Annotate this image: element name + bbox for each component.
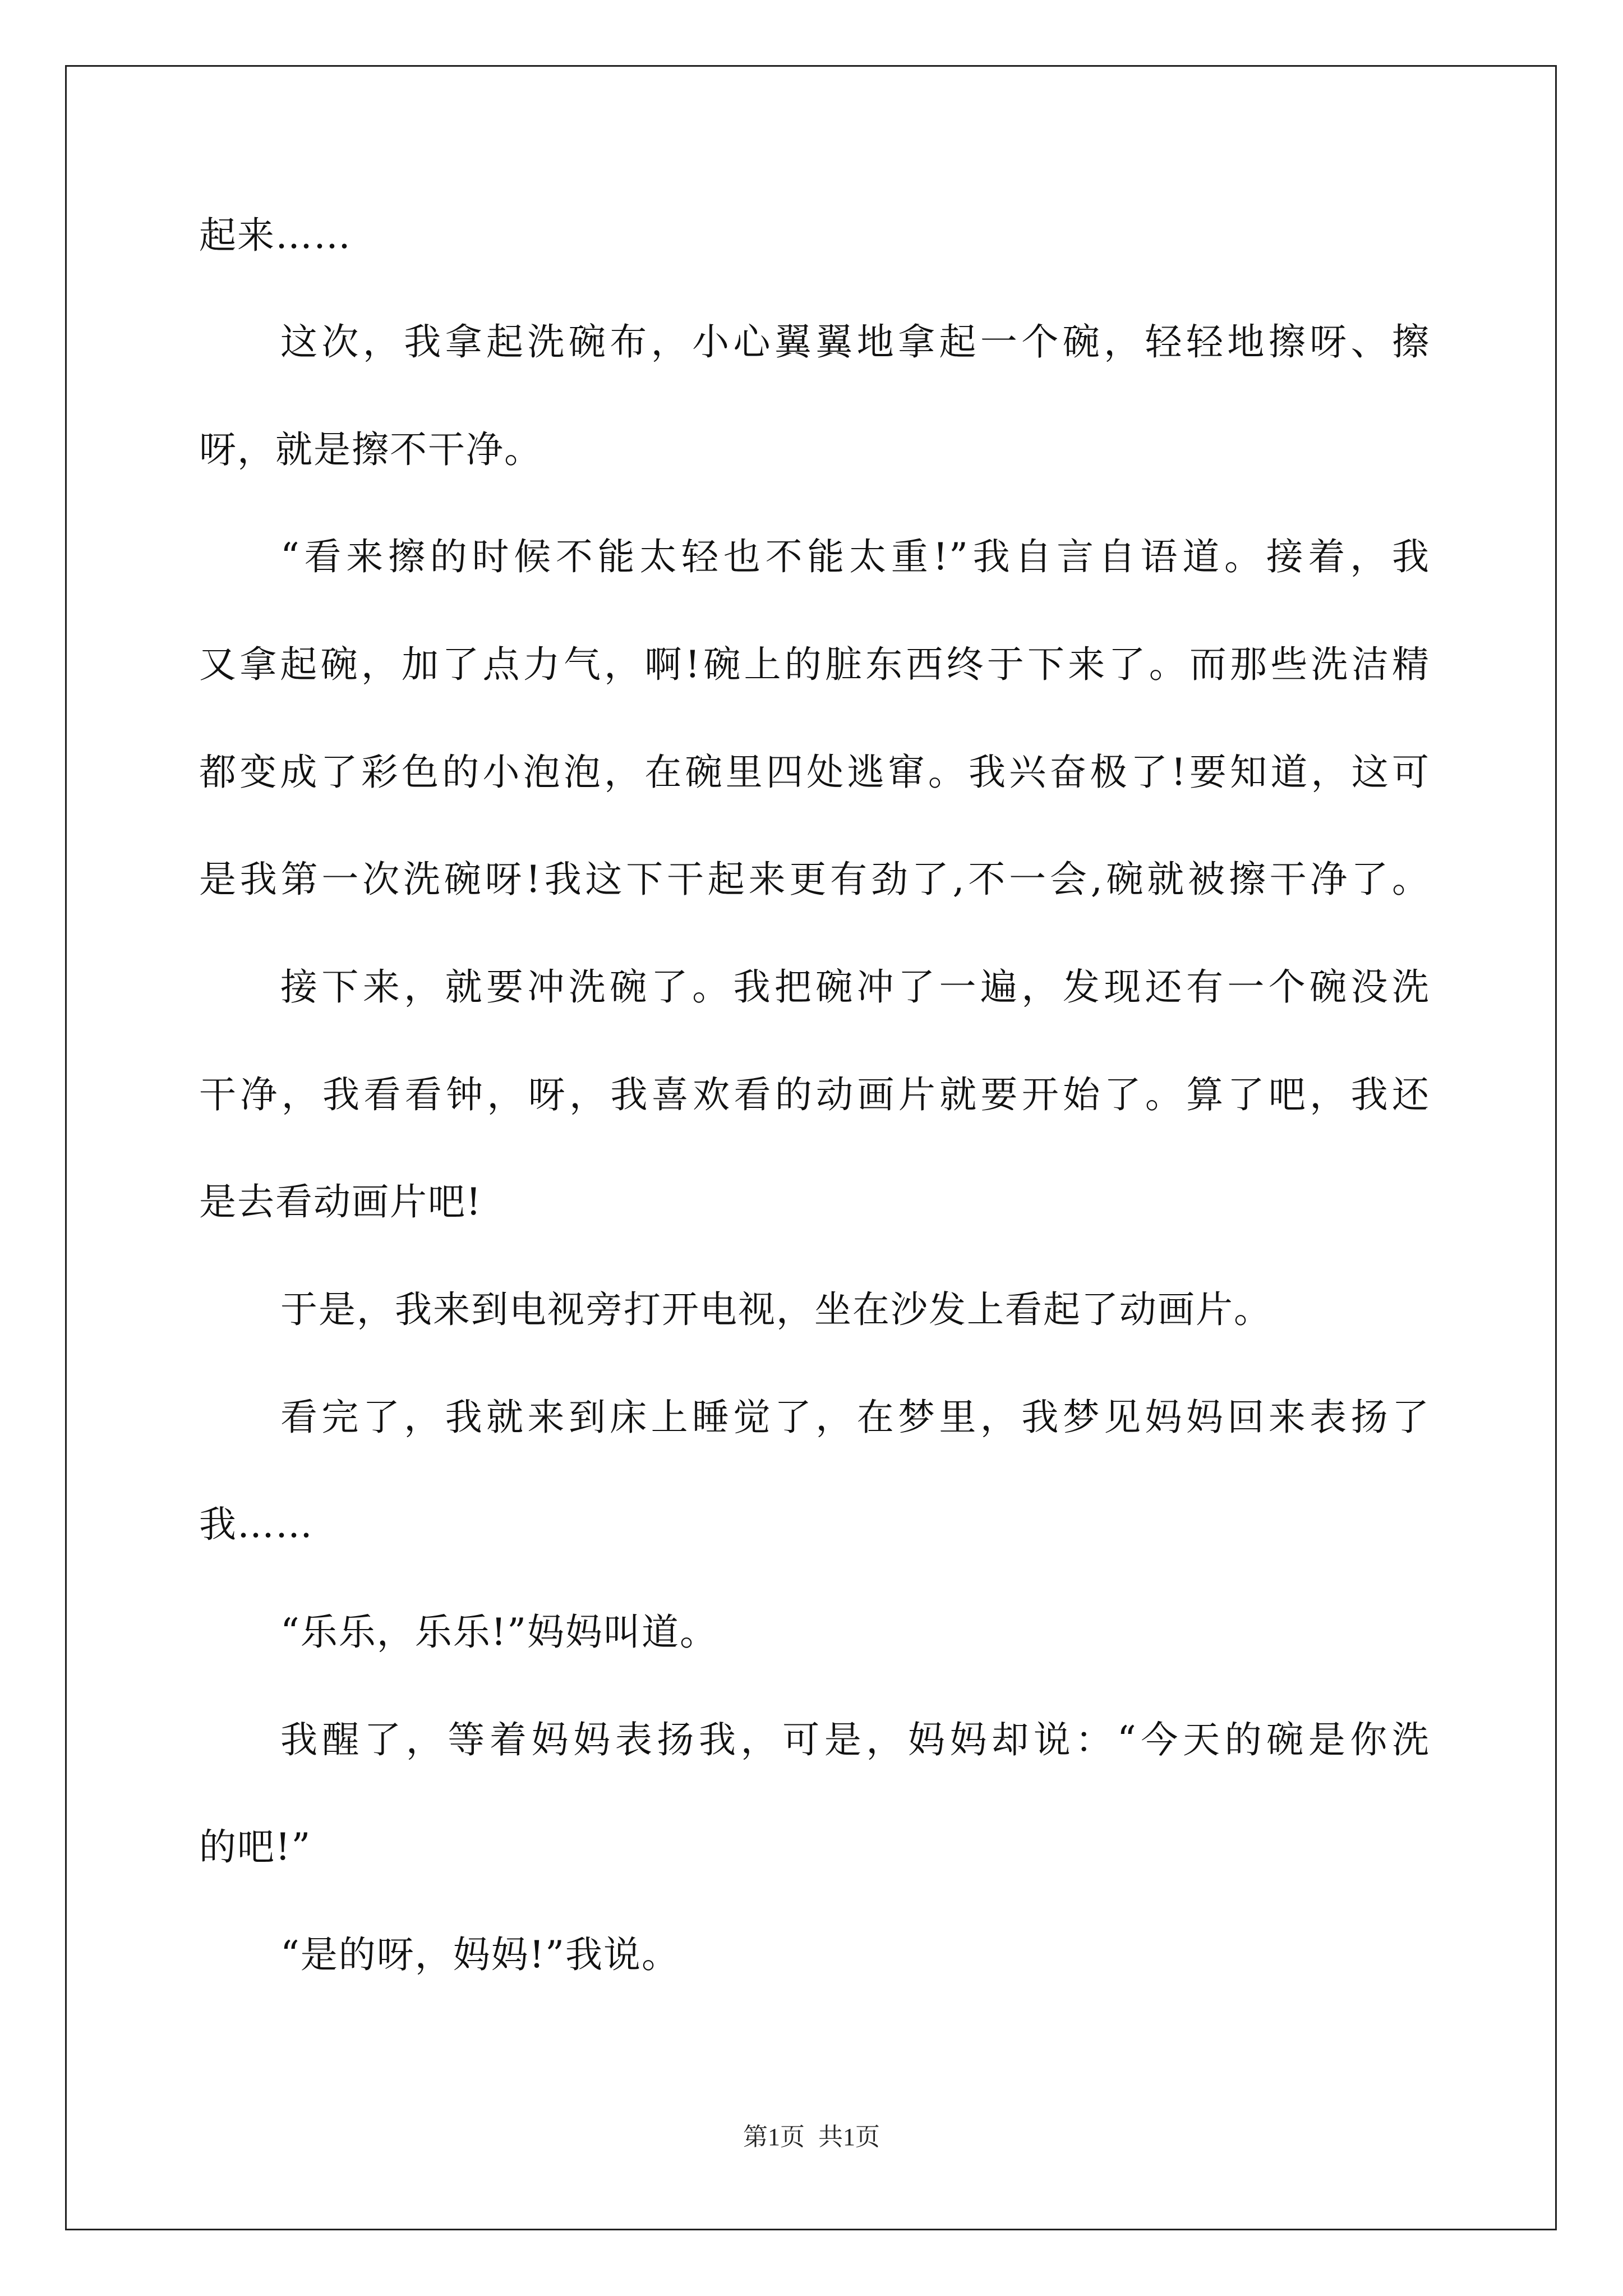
- paragraph-start-line: “看来擦的时候不能太轻也不能太重!”我自言自语道。接着，我: [280, 535, 1430, 578]
- paragraph-start-line: “是的呀，妈妈!”我说。: [280, 1933, 680, 1976]
- text-line: 干净，我看看钟，呀，我喜欢看的动画片就要开始了。算了吧，我还: [199, 1073, 1430, 1116]
- page-number: 第1页: [743, 2123, 805, 2151]
- paragraph-start-line: 于是，我来到电视旁打开电视，坐在沙发上看起了动画片。: [280, 1288, 1272, 1331]
- paragraph-start-line: “乐乐，乐乐!”妈妈叫道。: [280, 1611, 718, 1654]
- paragraph-start-line: 这次，我拿起洗碗布，小心翼翼地拿起一个碗，轻轻地擦呀、擦: [280, 320, 1430, 364]
- paragraph-start-line: 看完了，我就来到床上睡觉了，在梦里，我梦见妈妈回来表扬了: [280, 1396, 1430, 1439]
- text-line: 我……: [199, 1503, 313, 1546]
- paragraph-start-line: 我醒了，等着妈妈表扬我，可是，妈妈却说：“今天的碗是你洗: [280, 1718, 1430, 1761]
- page-footer: [0, 2120, 1623, 2154]
- text-line: 是去看动画片吧!: [199, 1180, 482, 1223]
- text-line: 呀，就是擦不干净。: [199, 428, 542, 471]
- paragraph-start-line: 接下来，就要冲洗碗了。我把碗冲了一遍，发现还有一个碗没洗: [280, 965, 1430, 1009]
- text-line: 的吧!”: [199, 1825, 312, 1869]
- text-line: 又拿起碗，加了点力气，啊!碗上的脏东西终于下来了。而那些洗洁精: [199, 643, 1430, 686]
- page-total: 共1页: [818, 2123, 880, 2151]
- text-line: 起来……: [199, 214, 352, 257]
- page-border: [65, 65, 1557, 2230]
- text-line: 是我第一次洗碗呀!我这下干起来更有劲了,不一会,碗就被擦干净了。: [199, 858, 1430, 901]
- text-line: 都变成了彩色的小泡泡，在碗里四处逃窜。我兴奋极了!要知道，这可: [199, 751, 1430, 794]
